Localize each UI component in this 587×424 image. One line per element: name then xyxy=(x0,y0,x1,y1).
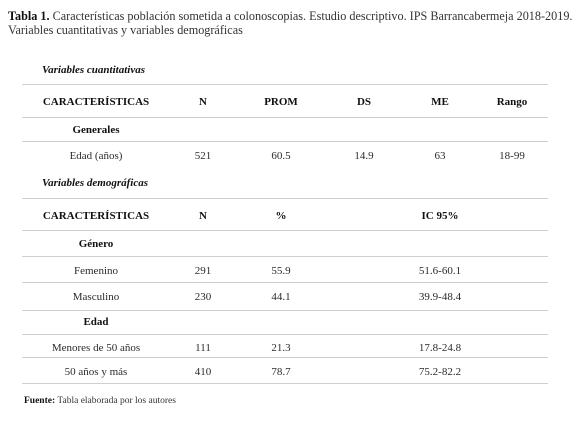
row-prom: 60.5 xyxy=(271,150,291,162)
header-ic95: IC 95% xyxy=(421,210,459,222)
footer-text: Tabla elaborada por los autores xyxy=(57,396,176,406)
row-n: 291 xyxy=(194,265,212,277)
row-n: 230 xyxy=(194,291,212,303)
row-label: Menores de 50 años xyxy=(51,342,141,354)
row-pct: 21.3 xyxy=(271,342,291,354)
caption-text: Características población sometida a colonoscopias. Estudio descriptivo. IPS Barrancabermeja 2018-2019. Variables cuantitativas y variables demográficas xyxy=(8,9,573,37)
header-percent: % xyxy=(275,210,287,222)
row-label: Femenino xyxy=(74,265,118,277)
divider xyxy=(22,357,548,358)
row-me: 63 xyxy=(434,150,446,162)
row-label: 50 años y más xyxy=(64,366,128,378)
row-label: Masculino xyxy=(72,291,120,303)
table-caption xyxy=(8,9,580,37)
divider xyxy=(22,84,548,85)
divider xyxy=(22,117,548,118)
row-pct: 44.1 xyxy=(271,291,291,303)
divider xyxy=(22,282,548,283)
divider xyxy=(22,198,548,199)
group-edad: Edad xyxy=(83,316,109,328)
header-n: N xyxy=(199,96,207,108)
caption-label: Tabla 1. xyxy=(8,9,50,23)
divider xyxy=(22,256,548,257)
header-ds: DS xyxy=(356,96,372,108)
group-generales: Generales xyxy=(72,124,120,136)
row-pct: 55.9 xyxy=(271,265,291,277)
section-title-quantitative: Variables cuantitativas xyxy=(42,64,145,76)
row-ic: 39.9-48.4 xyxy=(418,291,462,303)
section-title-demographic: Variables demográficas xyxy=(42,177,149,189)
header-me: ME xyxy=(431,96,449,108)
divider xyxy=(22,334,548,335)
table-footer xyxy=(24,396,176,406)
divider xyxy=(22,141,548,142)
row-label: Edad (años) xyxy=(69,150,123,162)
row-ic: 75.2-82.2 xyxy=(418,366,462,378)
row-n: 111 xyxy=(195,342,211,354)
header-caracteristicas: CARACTERÍSTICAS xyxy=(42,210,150,222)
header-n: N xyxy=(199,210,207,222)
row-pct: 78.7 xyxy=(271,366,291,378)
row-ic: 51.6-60.1 xyxy=(418,265,462,277)
row-ds: 14.9 xyxy=(354,150,374,162)
divider xyxy=(22,383,548,384)
row-n: 410 xyxy=(194,366,212,378)
row-n: 521 xyxy=(194,150,212,162)
divider xyxy=(22,310,548,311)
divider xyxy=(22,230,548,231)
row-rango: 18-99 xyxy=(499,150,525,162)
row-ic: 17.8-24.8 xyxy=(418,342,462,354)
header-rango: Rango xyxy=(496,96,528,108)
header-caracteristicas: CARACTERÍSTICAS xyxy=(42,96,150,108)
header-prom: PROM xyxy=(264,96,298,108)
footer-label: Fuente: xyxy=(24,396,56,406)
group-genero: Género xyxy=(78,238,114,250)
